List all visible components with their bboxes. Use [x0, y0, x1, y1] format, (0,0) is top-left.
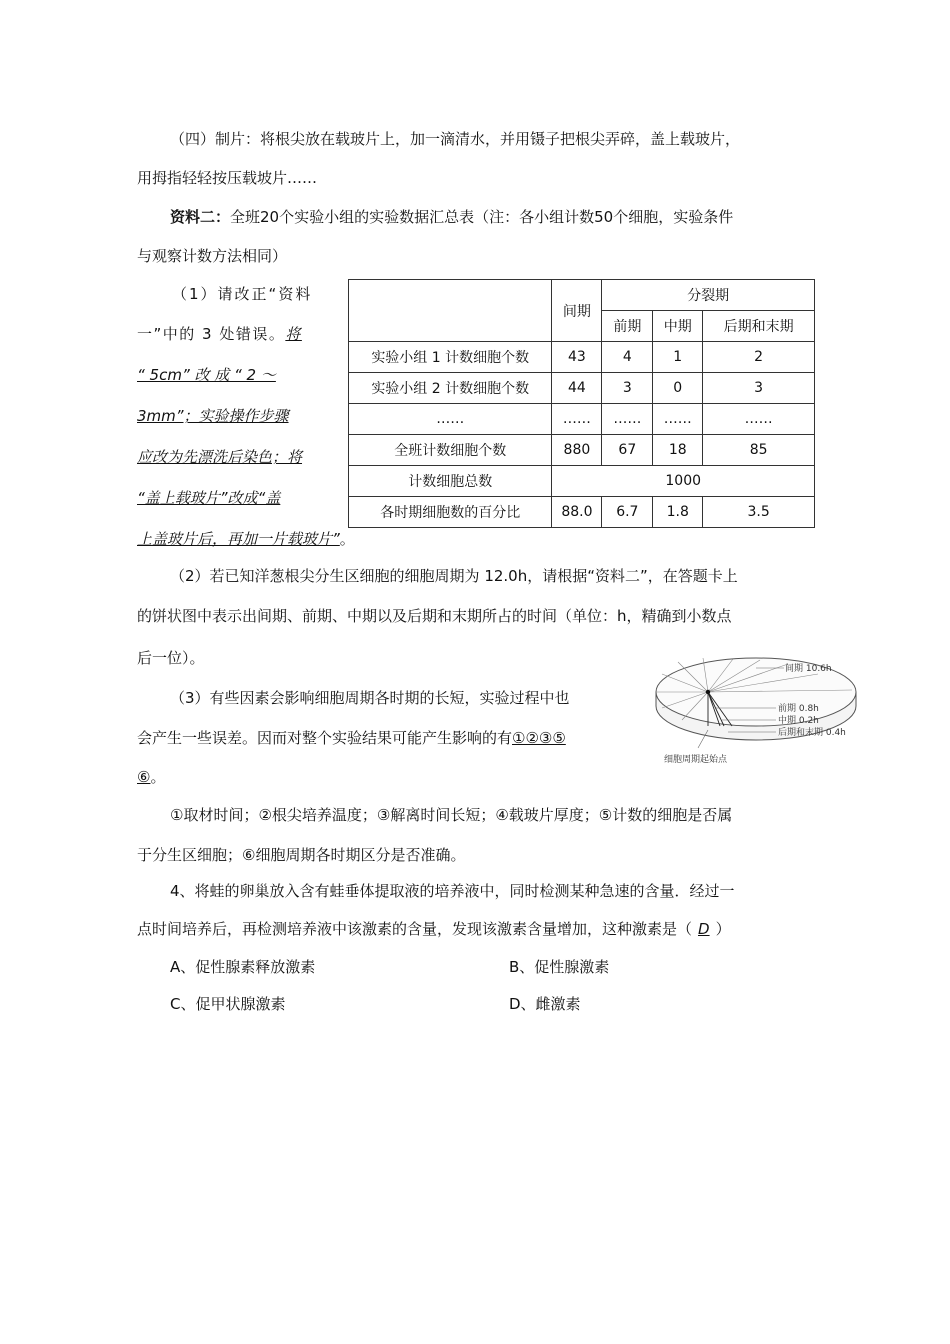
table-cell: 67: [602, 435, 653, 466]
pie-center: [706, 690, 710, 694]
line-ziliao2-cont: 与观察计数方法相同）: [137, 247, 288, 265]
table-row: [349, 497, 815, 528]
pie-chart-diagram: [648, 650, 868, 770]
q1-line-a: （1）请改正“资料: [172, 285, 313, 303]
header-metaphase: 中期: [653, 311, 703, 342]
pie-label-prophase: 前期 0.8h: [778, 704, 819, 714]
q1-line-b: [137, 323, 302, 345]
q1-answer-1: 将: [285, 325, 302, 343]
table-cell: 6.7: [602, 497, 653, 528]
row-label: 实验小组 1 计数细胞个数: [349, 342, 552, 373]
table-cell: 0: [653, 373, 703, 404]
q3-line-a: （3）有些因素会影响细胞周期各时期的长短，实验过程中也: [170, 689, 570, 707]
q3-prompt: 会产生一些误差。因而对整个实验结果可能产生影响的有: [137, 729, 513, 747]
q2-line-b: 的饼状图中表示出间期、前期、中期以及后期和末期所占的时间（单位：h，精确到小数点: [137, 607, 732, 625]
q3-end-mark: 。: [150, 768, 166, 786]
q1-end-mark: 。: [339, 530, 355, 548]
header-interphase: 间期: [552, 280, 602, 342]
table-cell: 2: [703, 342, 815, 373]
q2-line-c: 后一位）。: [137, 649, 205, 667]
pie-label-interphase: 间期 10.6h: [785, 664, 832, 674]
line-zhipian: （四）制片：将根尖放在载玻片上，加一滴清水，并用镊子把根尖弄碎，盖上载玻片，: [170, 130, 741, 148]
ziliao2-label: 资料二：: [170, 208, 231, 226]
data-table: [348, 279, 815, 528]
header-division: 分裂期: [602, 280, 815, 311]
q3-line-c: [137, 766, 165, 788]
q1-answer-6: 上盖玻片后，再加一片载玻片”: [137, 530, 340, 548]
q1-answer-5: “盖上载玻片”改成“盖: [137, 489, 281, 507]
q3-options-1: ①取材时间；②根尖培养温度；③解离时间长短；④载玻片厚度；⑤计数的细胞是否属: [170, 806, 733, 824]
q4-line-b: [137, 918, 731, 940]
q4-option-a: A、促性腺素释放激素: [170, 958, 316, 976]
table-row: [349, 373, 815, 404]
table-cell: ……: [552, 404, 602, 435]
q3-answer-2: ⑥: [137, 768, 151, 786]
table-cell: ……: [703, 404, 815, 435]
q2-line-a: （2）若已知洋葱根尖分生区细胞的细胞周期为 12.0h，请根据“资料二”，在答题卡上: [170, 567, 738, 585]
row-label: 全班计数细胞个数: [349, 435, 552, 466]
table-cell: 43: [552, 342, 602, 373]
table-row: [349, 342, 815, 373]
header-prophase: 前期: [602, 311, 653, 342]
q1-answer-2: “ 5cm” 改 成 “ 2 ～: [137, 366, 276, 384]
table-cell: 18: [653, 435, 703, 466]
pie-label-anaphase: 后期和末期 0.4h: [778, 728, 846, 738]
q4-line-a: 4、将蛙的卵巢放入含有蛙垂体提取液的培养液中，同时检测某种急速的含量．经过一: [170, 882, 735, 900]
q1-line-g: [137, 528, 355, 550]
q4-option-c: C、促甲状腺激素: [170, 995, 286, 1013]
pie-label-start: 细胞周期起始点: [664, 755, 728, 765]
table-cell: 3.5: [703, 497, 815, 528]
row-label: 计数细胞总数: [349, 466, 552, 497]
q4-option-b: B、促性腺激素: [509, 958, 610, 976]
table-cell: 880: [552, 435, 602, 466]
table-cell-total: 1000: [552, 466, 815, 497]
ziliao2-text: 全班20个实验小组的实验数据汇总表（注：各小组计数50个细胞，实验条件: [230, 208, 734, 226]
q4-prompt: 点时间培养后，再检测培养液中该激素的含量，发现该激素含量增加，这种激素是（: [137, 920, 693, 938]
table-cell: ……: [602, 404, 653, 435]
row-label: 各时期细胞数的百分比: [349, 497, 552, 528]
q1-answer-3: 3mm”；实验操作步骤: [137, 407, 289, 425]
q4-option-d: D、雌激素: [509, 995, 581, 1013]
q3-answer-1: ①②③⑤: [512, 729, 566, 747]
q1-prompt: 一”中的 3 处错误。: [137, 325, 286, 343]
table-row: [349, 404, 815, 435]
q3-options-2: 于分生区细胞；⑥细胞周期各时期区分是否准确。: [137, 846, 466, 864]
table-cell: 1.8: [653, 497, 703, 528]
line-zhipian-cont: 用拇指轻轻按压载坡片……: [137, 169, 318, 187]
q4-end-mark: ）: [715, 920, 731, 938]
line-ziliao2: [170, 206, 733, 228]
table-cell: 88.0: [552, 497, 602, 528]
table-cell: 3: [703, 373, 815, 404]
q4-answer: D: [698, 920, 710, 938]
header-anaphase-telophase: 后期和末期: [703, 311, 815, 342]
table-cell: 4: [602, 342, 653, 373]
table-cell: 1: [653, 342, 703, 373]
table-corner: [349, 280, 552, 342]
table-row: [349, 466, 815, 497]
row-label: 实验小组 2 计数细胞个数: [349, 373, 552, 404]
q3-line-b: [137, 727, 566, 749]
table-cell: 44: [552, 373, 602, 404]
row-label: ……: [349, 404, 552, 435]
table-cell: 3: [602, 373, 653, 404]
table-cell: ……: [653, 404, 703, 435]
table-row: [349, 435, 815, 466]
table-cell: 85: [703, 435, 815, 466]
pie-label-metaphase: 中期 0.2h: [778, 716, 819, 726]
q1-answer-4: 应改为先漂洗后染色；将: [137, 448, 303, 466]
